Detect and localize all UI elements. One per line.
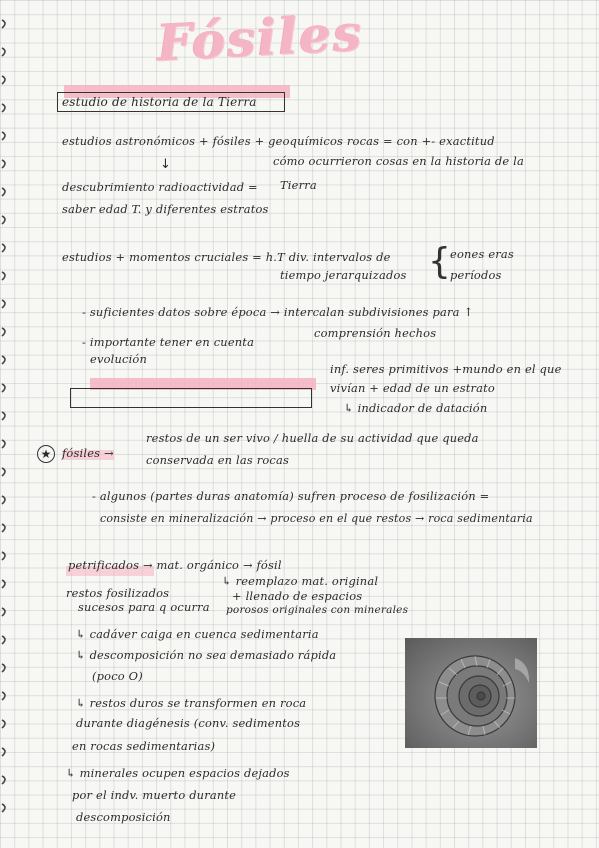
line-1: estudios astronómicos + fósiles + geoquímicos rocas = con +- exactitud [62,134,495,148]
line-2: cómo ocurrieron cosas en la historia de la [273,154,524,168]
line-9b: conservada en las rocas [146,453,290,467]
line-5c: eones eras [450,247,514,261]
line-9: restos de un ser vivo / huella de su actividad que queda [146,431,479,445]
line-5d: períodos [450,268,502,282]
line-7: - importante tener en cuenta [82,335,255,349]
line-10: - algunos (partes duras anatomía) sufren proceso de fosilización = [92,489,490,503]
line-11b: ↳ reemplazo mat. original [222,574,379,588]
line-6: - suficientes datos sobre época → intercalan subdivisiones para ↑ [82,305,474,319]
star-icon: ★ [37,445,55,463]
line-14c: en rocas sedimentarias) [72,739,216,753]
line-10b: consiste en mineralización → proceso en el que restos → roca sedimentaria [100,512,533,525]
line-3: descubrimiento radioactividad = [62,180,258,194]
line-11: petrificados → mat. orgánico → fósil [68,558,282,572]
line-11c: restos fosilizados [66,586,170,600]
line-14: ↳ restos duros se transformen en roca [76,696,307,710]
line-9a: fósiles → [62,446,114,460]
heading2-box [70,388,312,408]
line-3b: Tierra [280,178,317,192]
line-13b: (poco O) [92,669,143,683]
page-title: Fósiles [155,2,365,73]
line-7b: evolución [90,352,148,366]
line-8c: ↳ indicador de datación [344,401,488,415]
brace-icon: { [428,241,451,282]
line-15c: descomposición [76,810,171,824]
line-5: estudios + momentos cruciales = h.T div. intervalos de [62,250,391,264]
heading1-text: estudio de historia de la Tierra [62,95,257,109]
line-8b: vivían + edad de un estrato [330,381,495,395]
line-15b: por el indv. muerto durante [72,788,237,802]
line-12: ↳ cadáver caiga en cuenca sedimentaria [76,627,319,641]
line-14b: durante diagénesis (conv. sedimentos [76,716,301,730]
line-15: ↳ minerales ocupen espacios dejados [66,766,290,780]
arrow-down-icon: ↓ [160,157,171,172]
ammonite-fossil-image [405,638,537,748]
notebook-spiral [0,0,14,848]
line-13: ↳ descomposición no sea demasiado rápida [76,648,337,662]
line-8: inf. seres primitivos +mundo en el que [330,362,562,376]
line-11e: sucesos para q ocurra [78,600,210,614]
line-11f: porosos originales con minerales [226,604,409,616]
line-4: saber edad T. y diferentes estratos [62,202,269,216]
line-11d: + llenado de espacios [232,589,363,603]
line-5b: tiempo jerarquizados [280,268,407,282]
line-6b: comprensión hechos [314,326,437,340]
